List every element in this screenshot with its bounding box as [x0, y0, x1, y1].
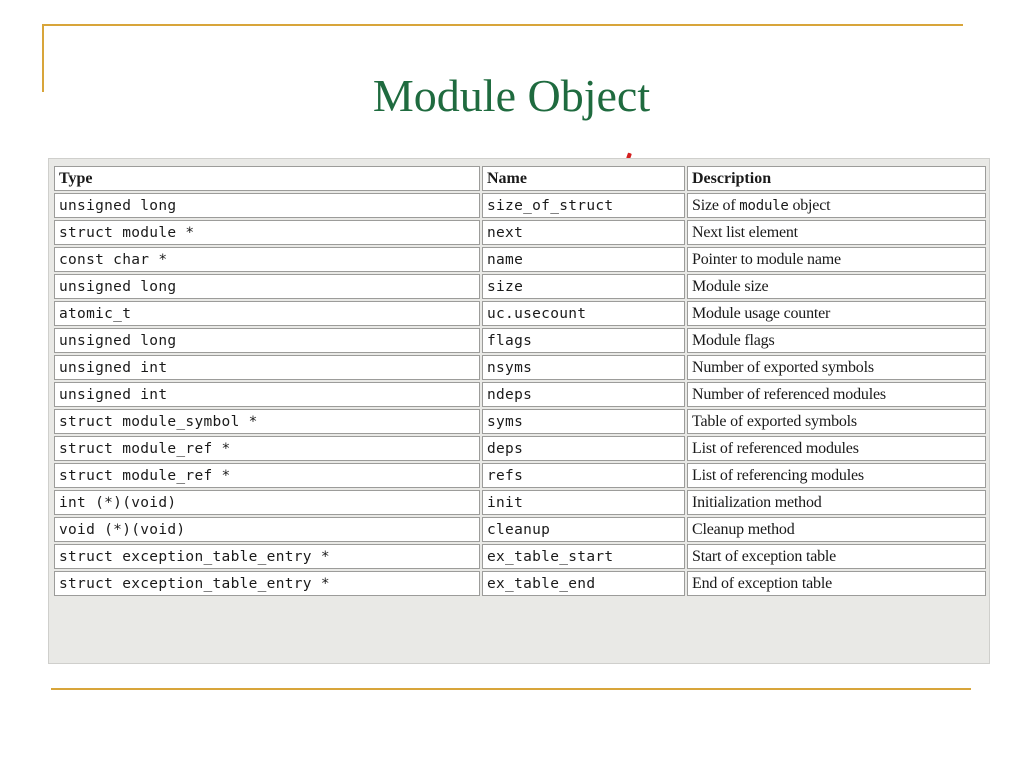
cell-description [687, 490, 986, 515]
description-suffix: object [788, 196, 831, 214]
cell-name: ex_table_end [482, 571, 685, 596]
cell-name: ex_table_start [482, 544, 685, 569]
cell-type: unsigned int [54, 355, 480, 380]
table-row [54, 517, 986, 542]
cell-type: int (*)(void) [54, 490, 480, 515]
description-code: module [739, 197, 789, 214]
cell-description [687, 463, 986, 488]
table-row [54, 247, 986, 272]
table-row [54, 193, 986, 218]
description-text: Table of exported symbols [692, 412, 857, 430]
module-object-table [52, 164, 988, 598]
table-row [54, 463, 986, 488]
cell-type: unsigned long [54, 274, 480, 299]
cell-type: struct exception_table_entry * [54, 571, 480, 596]
cell-type: unsigned long [54, 193, 480, 218]
description-text: Size of [692, 196, 740, 214]
cell-name: size_of_struct [482, 193, 685, 218]
cell-description [687, 247, 986, 272]
cell-type: atomic_t [54, 301, 480, 326]
cell-name: nsyms [482, 355, 685, 380]
cell-description [687, 274, 986, 299]
description-text: Cleanup method [692, 520, 795, 538]
header-type: Type [54, 166, 480, 191]
description-text: End of exception table [692, 574, 832, 592]
header-description: Description [687, 166, 986, 191]
description-text: Module usage counter [692, 304, 831, 322]
module-object-table-frame [48, 158, 990, 664]
table-row [54, 301, 986, 326]
description-text: Number of exported symbols [692, 358, 874, 376]
cell-description [687, 544, 986, 569]
cell-description [687, 220, 986, 245]
description-text: Module size [692, 277, 769, 295]
cell-name: next [482, 220, 685, 245]
table-row [54, 544, 986, 569]
table-body [54, 193, 986, 596]
table-row [54, 490, 986, 515]
cell-name: deps [482, 436, 685, 461]
cell-name: ndeps [482, 382, 685, 407]
cell-description [687, 382, 986, 407]
cell-name: name [482, 247, 685, 272]
slide-title: Module Object [372, 70, 651, 121]
cell-type: void (*)(void) [54, 517, 480, 542]
table-row [54, 328, 986, 353]
cell-type: struct module * [54, 220, 480, 245]
description-text: Next list element [692, 223, 798, 241]
cell-description [687, 517, 986, 542]
cell-name: init [482, 490, 685, 515]
description-text: List of referenced modules [692, 439, 859, 457]
cell-name: uc.usecount [482, 301, 685, 326]
table-row [54, 355, 986, 380]
cell-type: unsigned long [54, 328, 480, 353]
table-row [54, 220, 986, 245]
cell-type: unsigned int [54, 382, 480, 407]
cell-description [687, 301, 986, 326]
table-row [54, 409, 986, 434]
cell-description [687, 409, 986, 434]
table-header-row [54, 166, 986, 191]
table-row [54, 436, 986, 461]
cell-name: flags [482, 328, 685, 353]
cell-description [687, 193, 986, 218]
header-name: Name [482, 166, 685, 191]
top-accent-rule [42, 24, 963, 26]
cell-name: cleanup [482, 517, 685, 542]
cell-name: size [482, 274, 685, 299]
description-text: List of referencing modules [692, 466, 864, 484]
cell-name: syms [482, 409, 685, 434]
cell-type: const char * [54, 247, 480, 272]
cell-description [687, 571, 986, 596]
cell-description [687, 328, 986, 353]
description-text: Module flags [692, 331, 775, 349]
cell-name: refs [482, 463, 685, 488]
table-row [54, 382, 986, 407]
cell-type: struct module_ref * [54, 463, 480, 488]
bottom-accent-rule [51, 688, 971, 690]
cell-type: struct module_symbol * [54, 409, 480, 434]
cell-description [687, 436, 986, 461]
description-text: Initialization method [692, 493, 822, 511]
table-row [54, 274, 986, 299]
description-text: Pointer to module name [692, 250, 841, 268]
cell-description [687, 355, 986, 380]
table-row [54, 571, 986, 596]
cell-type: struct module_ref * [54, 436, 480, 461]
cell-type: struct exception_table_entry * [54, 544, 480, 569]
description-text: Number of referenced modules [692, 385, 886, 403]
description-text: Start of exception table [692, 547, 837, 565]
